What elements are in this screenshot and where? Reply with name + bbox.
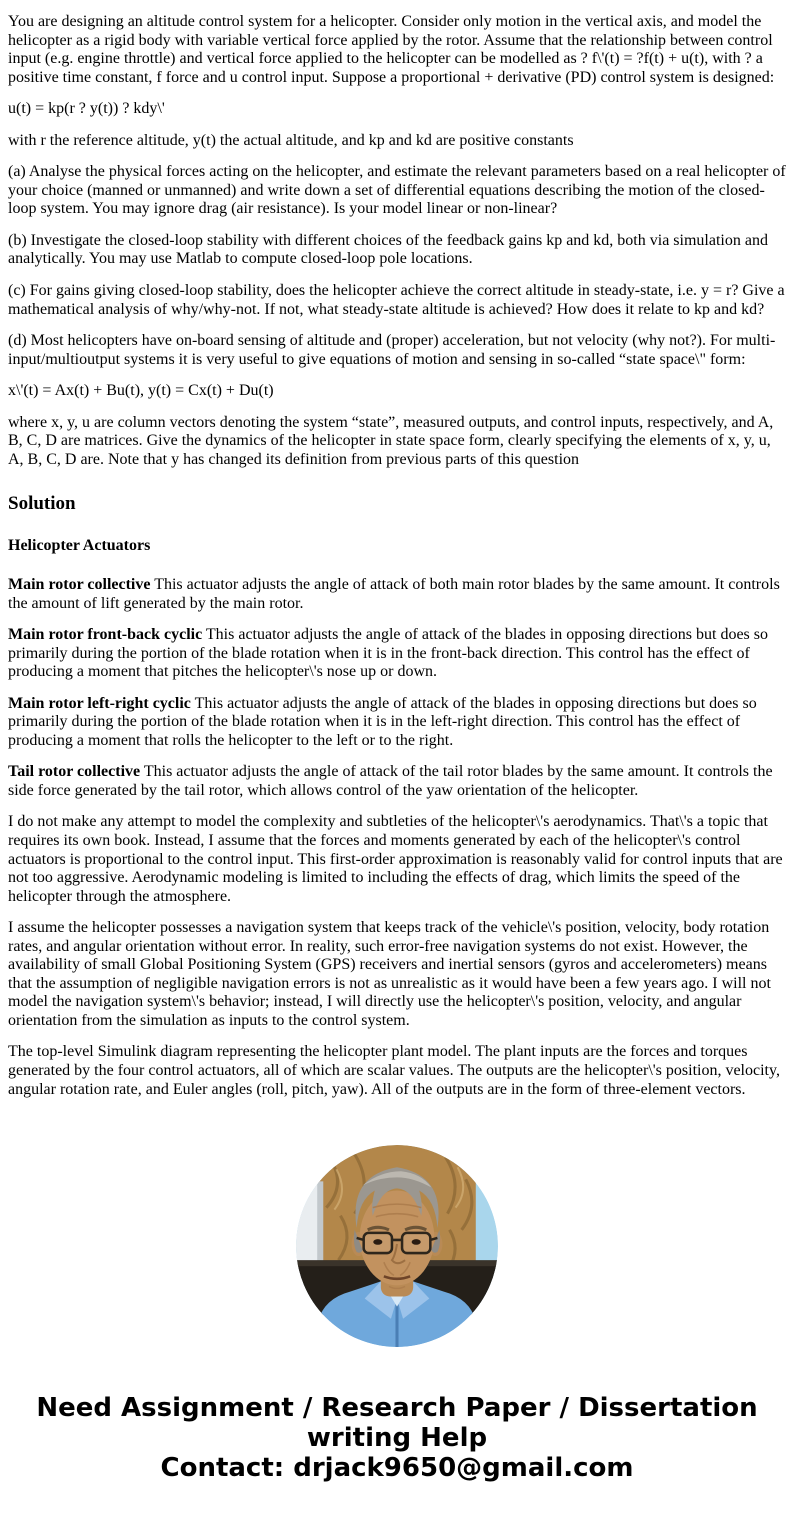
- solution-section: [8, 493, 786, 1099]
- actuator-paragraph-main-rotor-collective: [8, 576, 786, 613]
- simulink-paragraph: The top-level Simulink diagram representing the helicopter plant model. The plant inputs are the forces and torques generated by the four control actuators, all of which are scalar values. The outputs are the helicopter\'s position, velocity, angular rotation rate, and Euler angles (roll, pitch, yaw). All of the outputs are in the form of three-element vectors.: [8, 1043, 780, 1098]
- question-section: [8, 13, 786, 469]
- actuator-name: Main rotor left-right cyclic: [8, 694, 191, 712]
- footer-help-banner: [8, 1393, 786, 1483]
- actuator-description: This actuator adjusts the angle of attack of the tail rotor blades by the same amount. It controls the side force generated by the tail rotor, which allows control of the yaw orientation of the helicopter.: [8, 763, 773, 799]
- question-part-d: (d) Most helicopters have on-board sensing of altitude and (proper) acceleration, but not velocity (why not?). For multi-input/multioutput systems it is very useful to give equations of motion and sensing in so-called “state space\" form:: [8, 332, 776, 368]
- aerodynamics-paragraph: I do not make any attempt to model the complexity and subtleties of the helicopter\'s aerodynamics. That\'s a topic that requires its own book. Instead, I assume that the forces and moments generated by each of the helicopter\'s control actuators is proportional to the control input. This first-order approximation is reasonably valid for control inputs that are not too aggressive. Aerodynamic modeling is limited to including the effects of drag, which limits the speed of the helicopter through the atmosphere.: [8, 813, 783, 905]
- helicopter-actuators-subheading: Helicopter Actuators: [8, 537, 151, 555]
- question-part-a: (a) Analyse the physical forces acting on the helicopter, and estimate the relevant parameters based on a real helicopter of your choice (manned or unmanned) and write down a set of differential equations describing the motion of the closed-loop system. You may ignore drag (air resistance). Is your model linear or non-linear?: [8, 163, 786, 218]
- actuator-paragraph-left-right-cyclic: [8, 695, 786, 751]
- actuator-name: Main rotor collective: [8, 575, 151, 593]
- state-space-note: where x, y, u are column vectors denoting the system “state”, measured outputs, and control inputs, respectively, and A, B, C, D are matrices. Give the dynamics of the helicopter in state space form, clearly specifying the elements of x, y, u, A, B, C, D are. Note that y has changed its definition from previous parts of this question: [8, 413, 774, 468]
- question-intro-paragraph: You are designing an altitude control system for a helicopter. Consider only motion in the vertical axis, and model the helicopter as a rigid body with variable vertical force applied by the rotor. Assume that the relationship between control input (e.g. engine throttle) and vertical force applied to the helicopter can be modelled as ? f\'(t) = ?f(t) + u(t), with ? a positive time constant, f force and u control input. Suppose a proportional + derivative (PD) control system is designed:: [8, 13, 775, 86]
- actuator-description: This actuator adjusts the angle of attack of the blades in opposing directions but does so primarily during the portion of the blade rotation when it is in the front-back direction. This control has the effect of producing a moment that pitches the helicopter\'s nose up or down.: [8, 626, 768, 681]
- tutor-portrait-icon: [296, 1145, 498, 1347]
- actuator-paragraph-front-back-cyclic: [8, 626, 786, 682]
- actuator-description: This actuator adjusts the angle of attack of the blades in opposing directions but does so primarily during the portion of the blade rotation when it is in the left-right direction. This control has the effect of producing a moment that rolls the helicopter to the left or to the right.: [8, 694, 757, 749]
- pd-control-formula: u(t) = kp(r ? y(t)) ? kdy\': [8, 100, 165, 118]
- actuator-paragraph-tail-rotor-collective: [8, 763, 786, 800]
- solution-heading: Solution: [8, 493, 76, 515]
- footer-contact-text: Contact: drjack9650@gmail.com: [160, 1453, 634, 1484]
- question-part-b: (b) Investigate the closed-loop stability with different choices of the feedback gains kp and kd, both via simulation and analytically. You may use Matlab to compute closed-loop pole locations.: [8, 231, 768, 268]
- footer-help-text: Need Assignment / Research Paper / Dissertation writing Help: [36, 1393, 758, 1454]
- actuator-name: Tail rotor collective: [8, 763, 141, 781]
- tutor-avatar-photo: [296, 1145, 498, 1347]
- state-space-formula: x\'(t) = Ax(t) + Bu(t), y(t) = Cx(t) + Du(t): [8, 382, 274, 400]
- question-part-c: (c) For gains giving closed-loop stability, does the helicopter achieve the correct altitude in steady-state, i.e. y = r? Give a mathematical analysis of why/why-not. If not, what steady-state altitude is achieved? How does it relate to kp and kd?: [8, 282, 785, 318]
- navigation-paragraph: I assume the helicopter possesses a navigation system that keeps track of the vehicle\'s position, velocity, body rotation rates, and angular orientation without error. In reality, such error-free navigation systems do not exist. However, the availability of small Global Positioning System (GPS) receivers and inertial sensors (gyros and accelerometers) means that the assumption of negligible navigation errors is not as unrealistic as it would have been a few years ago. I will not model the navigation system\'s behavior; instead, I will directly use the helicopter\'s position, velocity, and angular orientation from the simulation as inputs to the control system.: [8, 919, 771, 1029]
- actuator-name: Main rotor front-back cyclic: [8, 626, 203, 644]
- constants-note: with r the reference altitude, y(t) the actual altitude, and kp and kd are positive constants: [8, 131, 574, 149]
- actuator-description: This actuator adjusts the angle of attack of both main rotor blades by the same amount. It controls the amount of lift generated by the main rotor.: [8, 575, 780, 612]
